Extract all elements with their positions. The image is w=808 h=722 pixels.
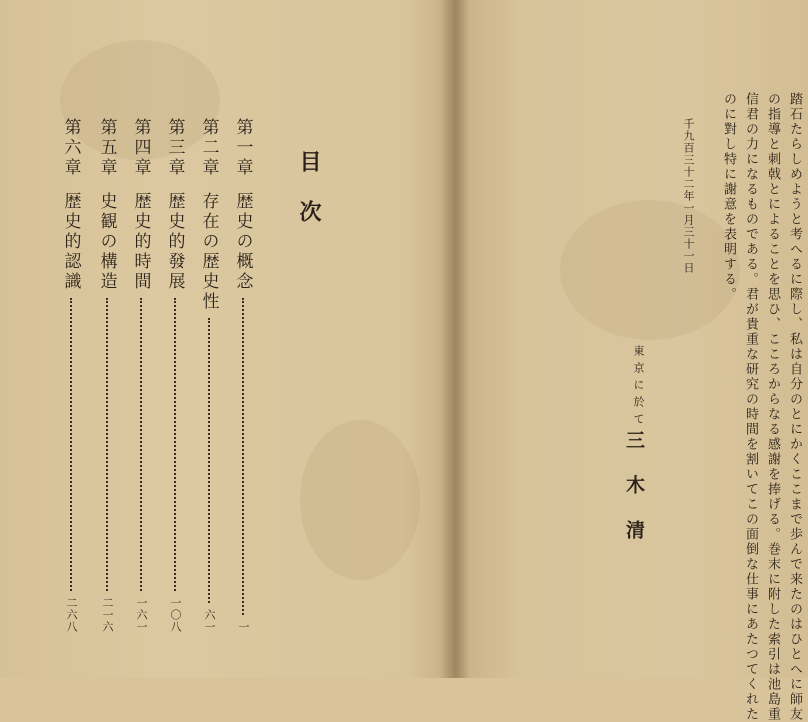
toc-dot-leader	[242, 298, 244, 615]
toc-dot-leader	[70, 298, 72, 591]
toc-dot-leader	[208, 318, 210, 603]
toc-entry-3[interactable]	[164, 118, 186, 633]
toc-chapter-number: 第六章	[60, 118, 81, 178]
preface-line-1: 踏石たらしめようと考へるに際し、私は自分のとにかくここまで歩んで来たのはひとへに師友	[787, 92, 802, 722]
toc-chapter-number: 第一章	[232, 118, 253, 178]
right-page-preface-end	[455, 0, 808, 722]
toc-page-number: 一〇八	[169, 597, 182, 633]
toc-chapter-title: 歴史の概念	[232, 192, 253, 292]
preface-place: 東京に於て	[632, 345, 645, 430]
toc-dot-leader	[174, 298, 176, 591]
toc-page-number: 二六八	[65, 597, 78, 633]
toc-dot-leader	[140, 298, 142, 591]
toc-chapter-title: 存在の歴史性	[198, 192, 219, 312]
preface-author: 三木清	[623, 430, 645, 565]
toc-dot-leader	[106, 298, 108, 591]
toc-chapter-number: 第二章	[198, 118, 219, 178]
toc-chapter-title: 歴史的認識	[60, 192, 81, 292]
toc-chapter-title: 歴史的時間	[130, 192, 151, 292]
preface-line-2: の指導と刺戟とによることを思ひ、こころからなる感謝を捧げる。巻末に附した索引は池島重	[765, 92, 780, 722]
toc-page-number: 二一六	[101, 597, 114, 633]
toc-title: 目次	[296, 150, 322, 250]
preface-date: 千九百三十二年一月三十一日	[682, 118, 695, 274]
toc-entry-6[interactable]	[60, 118, 82, 633]
toc-chapter-title: 歴史的發展	[164, 192, 185, 292]
toc-entry-5[interactable]	[96, 118, 118, 633]
toc-chapter-title: 史観の構造	[96, 192, 117, 292]
preface-line-4: のに對し特に謝意を表明する。	[721, 92, 736, 302]
toc-page-number: 六一	[203, 609, 216, 633]
toc-page-number: 一六一	[135, 597, 148, 633]
toc-chapter-number: 第五章	[96, 118, 117, 178]
toc-page-number: 一	[237, 621, 250, 633]
preface-line-3: 信君の力になるものである。君が貴重な研究の時間を割いてこの面倒な仕事にあたつてくれた	[743, 92, 758, 722]
toc-entry-4[interactable]	[130, 118, 152, 633]
toc-entry-2[interactable]	[198, 118, 220, 633]
toc-chapter-number: 第三章	[164, 118, 185, 178]
toc-entry-1[interactable]	[232, 118, 254, 633]
toc-chapter-number: 第四章	[130, 118, 151, 178]
